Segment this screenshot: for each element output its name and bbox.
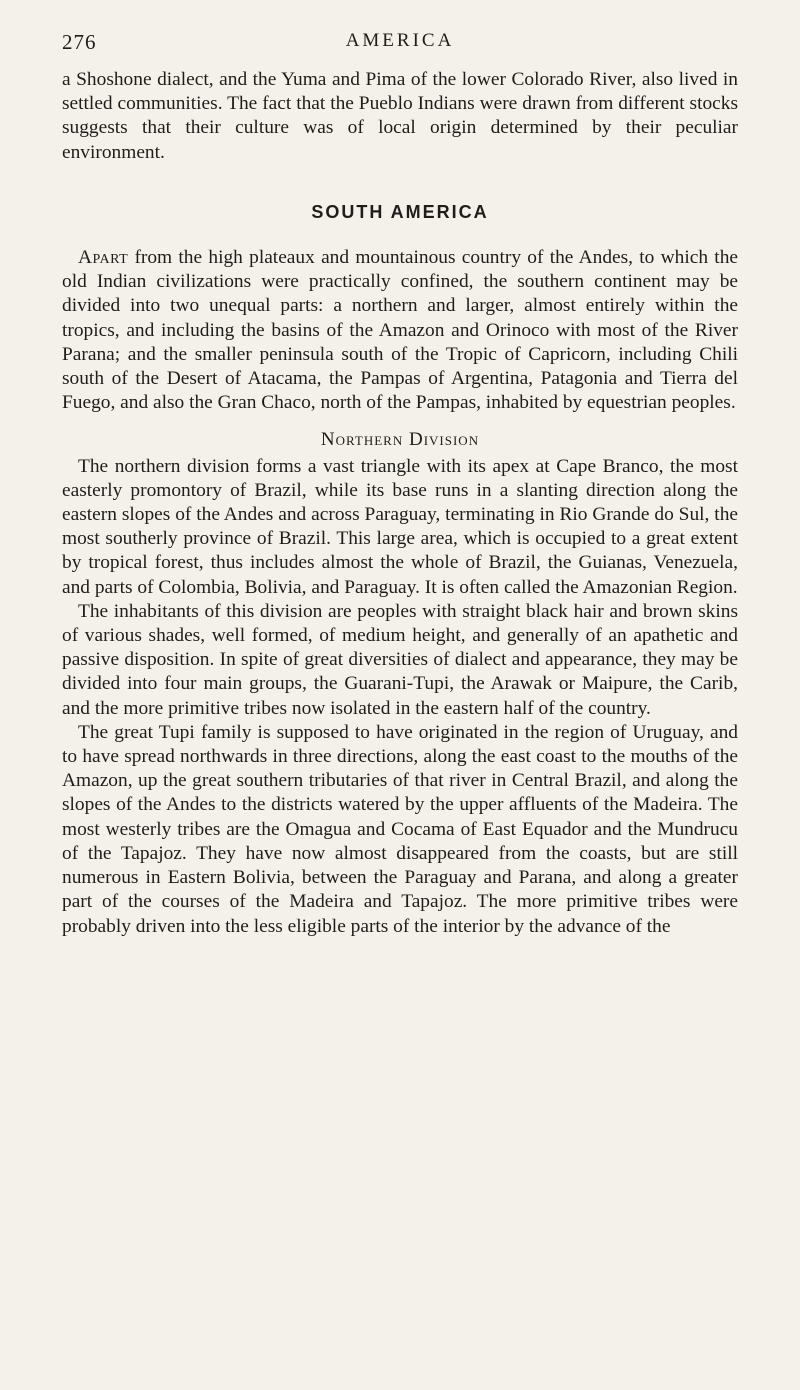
body-text: [62, 68, 738, 939]
section-heading: SOUTH AMERICA: [311, 201, 489, 222]
paragraph-intro: [62, 246, 738, 415]
subsection-heading: Northern Division: [320, 429, 480, 451]
page-number: 276: [62, 30, 97, 54]
running-title: AMERICA: [345, 30, 455, 51]
paragraph-intro-text: from the high plateaux and mountainous country of the Andes, to which the old Indian civilizations were practically confined, the southern continent may be divided into two unequal parts: a northern and larger, almost entirely within the tropics, and including the basins of the Amazon and Orinoco with most of the River Parana; and the smaller peninsula south of the Tropic of Capricorn, including Chili south of the Desert of Atacama, the Pampas of Argentina, Patagonia and Tierra del Fuego, and also the Gran Chaco, north of the Pampas, inhabited by equestrian peoples.: [62, 247, 738, 414]
paragraph-northern-division: The northern division forms a vast triangle with its apex at Cape Branco, the most easterly promontory of Brazil, while its base runs in a slanting direction along the eastern slopes of the Andes and across Paraguay, terminating in Rio Grande do Sul, the most southerly province of Brazil. This large area, which is occupied to a great extent by tropical forest, thus includes almost the whole of Brazil, the Guianas, Venezuela, and parts of Colombia, Bolivia, and Paraguay. It is often called the Amazonian Region.: [62, 455, 738, 598]
paragraph-inhabitants: The inhabitants of this division are peoples with straight black hair and brown skins of various shades, well formed, of medium height, and generally of an apathetic and passive disposition. In spite of great diversities of dialect and appearance, they may be divided into four main groups, the Guarani-Tupi, the Arawak or Maipure, the Carib, and the more primitive tribes now isolated in the eastern half of the country.: [62, 600, 738, 719]
paragraph-continued: a Shoshone dialect, and the Yuma and Pima of the lower Colorado River, also lived in settled communities. The fact that the Pueblo Indians were drawn from different stocks suggests that their culture was of local origin determined by their peculiar environment.: [62, 69, 738, 163]
paragraph-lead-word: Apart: [78, 247, 129, 269]
paragraph-tupi-family: The great Tupi family is supposed to have originated in the region of Uruguay, and to have spread northwards in three directions, along the east coast to the mouths of the Amazon, up the great southern tributaries of that river in Central Brazil, and along the slopes of the Andes to the districts watered by the upper affluents of the Madeira. The most westerly tribes are the Omagua and Cocama of East Equador and the Mundrucu of the Tapajoz. They have now almost disappeared from the coasts, but are still numerous in Eastern Bolivia, between the Paraguay and Parana, and along a greater part of the courses of the Madeira and Tapajoz. The more primitive tribes were probably driven into the less eligible parts of the interior by the advance of the: [62, 721, 738, 937]
running-head: [62, 28, 738, 68]
